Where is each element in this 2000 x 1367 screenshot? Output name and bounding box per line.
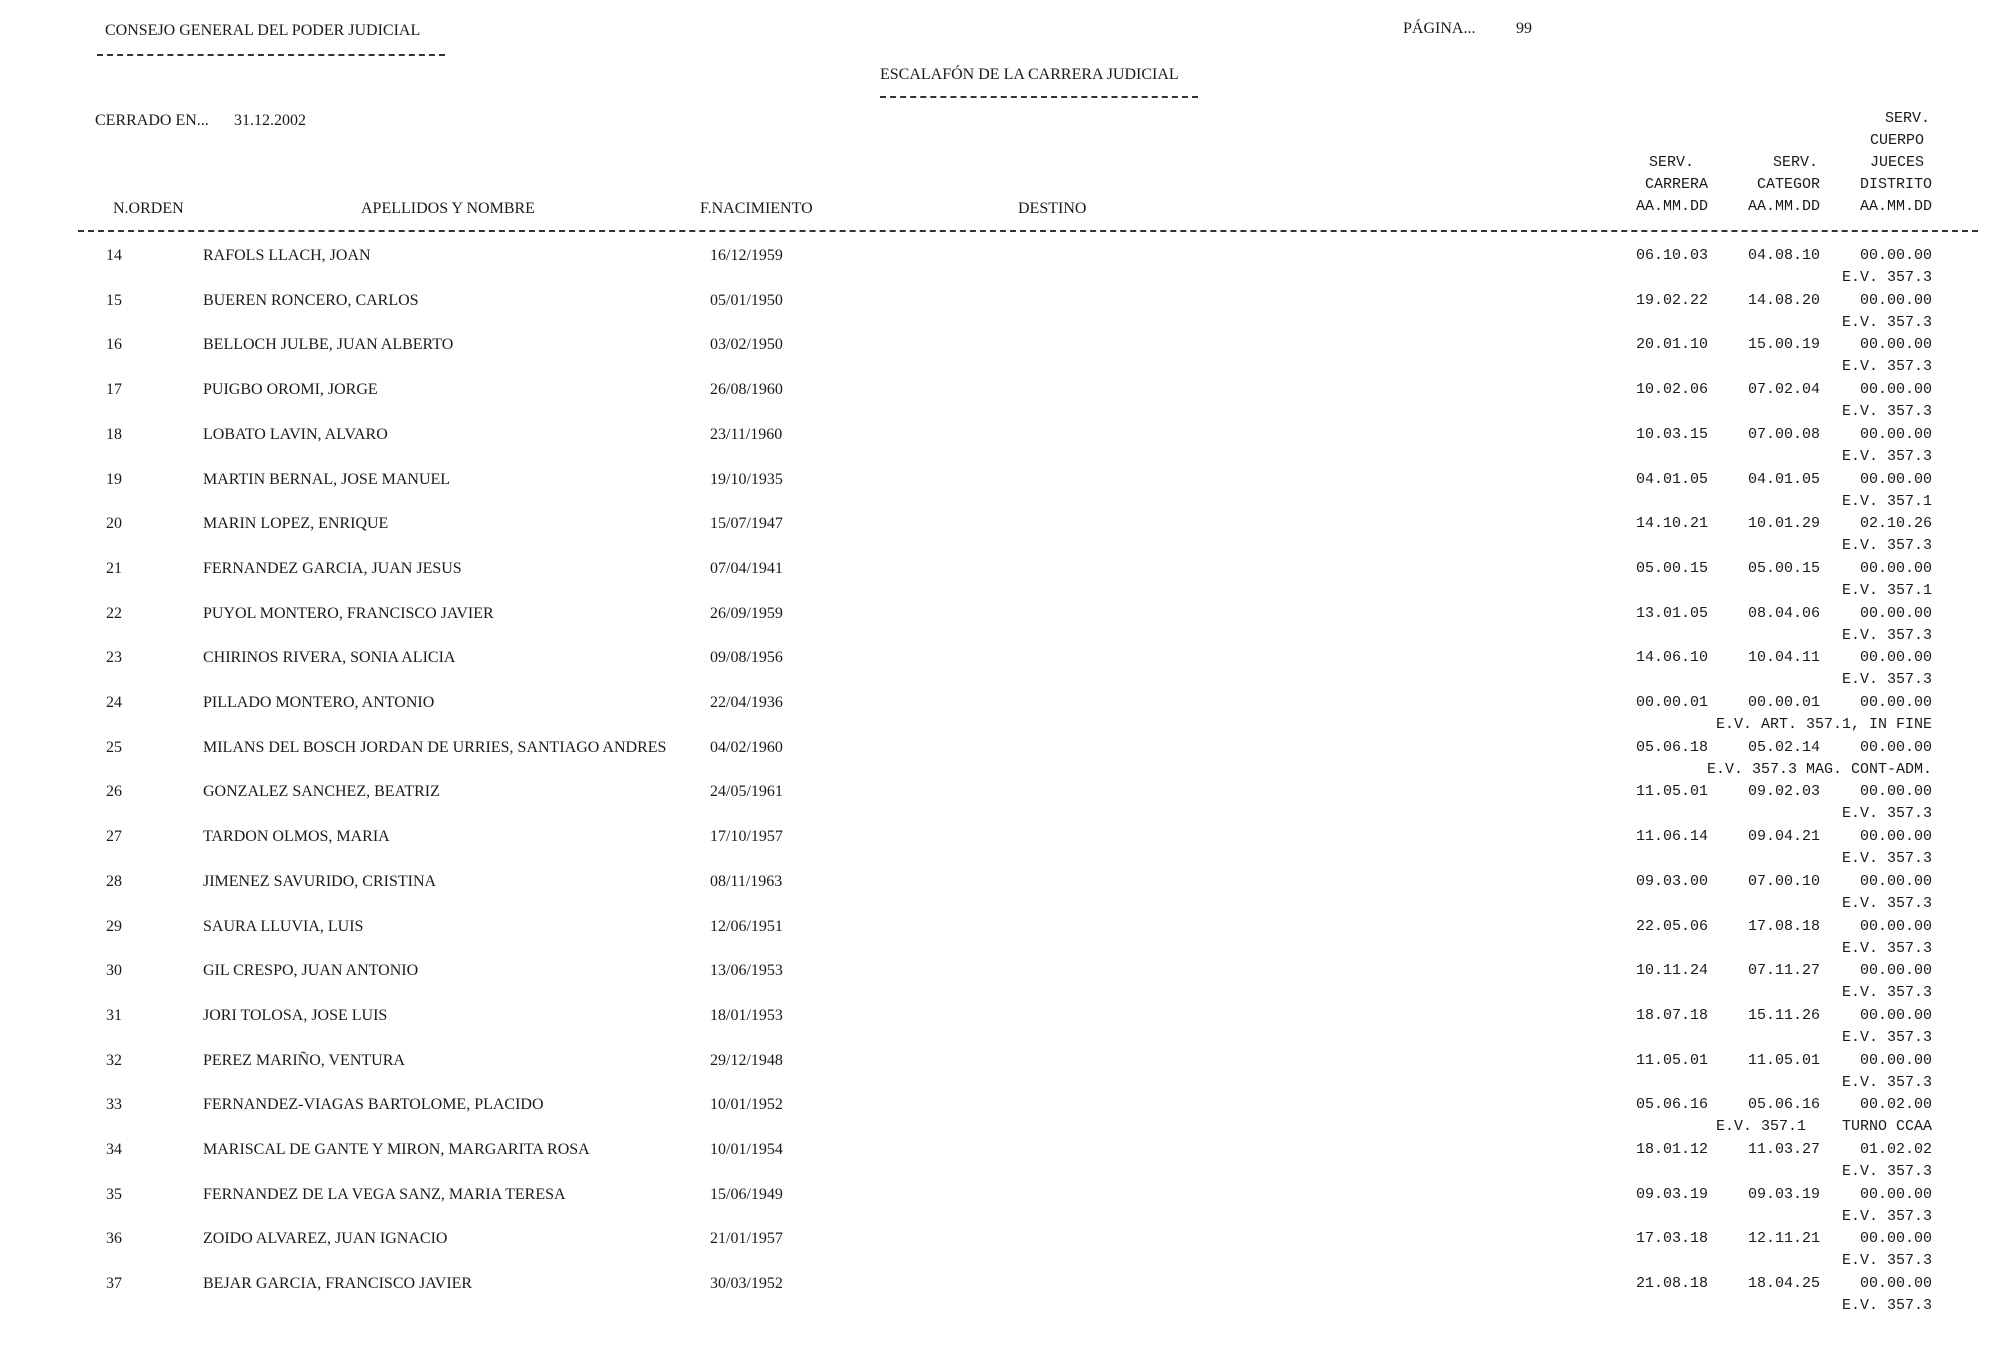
jueces-cell: 00.00.00 [1859, 381, 1932, 399]
page-number: 99 [1516, 20, 1532, 37]
carrera-cell: 19.02.22 [1635, 291, 1708, 309]
orden-cell: 36 [106, 1230, 122, 1248]
nombre-cell: PILLADO MONTERO, ANTONIO [203, 694, 435, 711]
jueces-cell: 00.02.00 [1859, 1096, 1932, 1114]
carrera-cell: 11.06.14 [1635, 828, 1708, 846]
nombre-cell: LOBATO LAVIN, ALVARO [203, 425, 388, 443]
nombre-cell: TARDON OLMOS, MARIA [203, 828, 390, 846]
carrera-cell: 06.10.03 [1635, 247, 1708, 264]
report-title: ESCALAFÓN DE LA CARRERA JUDICIAL [880, 66, 1179, 83]
nombre-cell: MILANS DEL BOSCH JORDAN DE URRIES, SANTIAGO ANDRES [203, 738, 667, 756]
column-header-carrera-2: CARRERA [1644, 176, 1708, 193]
closed-label: CERRADO EN... [95, 112, 209, 129]
nombre-cell: BEJAR GARCIA, FRANCISCO JAVIER [203, 1275, 473, 1293]
carrera-cell: 20.01.10 [1635, 336, 1708, 354]
orden-cell: 35 [106, 1185, 122, 1203]
nacimiento-cell: 08/11/1963 [710, 872, 783, 890]
nota-cell: E.V. 357.1 TURNO CCAA [1715, 1118, 1932, 1136]
nombre-cell: PUIGBO OROMI, JORGE [203, 381, 378, 399]
column-header-categor-1: SERV. [1772, 154, 1818, 171]
jueces-cell: 00.00.00 [1859, 1230, 1932, 1248]
nota-cell: E.V. 357.3 [1841, 626, 1932, 644]
orden-cell: 14 [106, 247, 122, 264]
categor-cell: 09.04.21 [1747, 828, 1820, 846]
organization-underline [97, 54, 445, 56]
nacimiento-cell: 09/08/1956 [710, 649, 783, 667]
orden-cell: 26 [106, 783, 122, 801]
nombre-cell: FERNANDEZ GARCIA, JUAN JESUS [203, 559, 462, 577]
carrera-cell: 22.05.06 [1635, 917, 1708, 935]
nacimiento-cell: 03/02/1950 [710, 336, 783, 354]
carrera-cell: 18.07.18 [1635, 1006, 1708, 1024]
nombre-cell: BELLOCH JULBE, JUAN ALBERTO [203, 336, 454, 354]
nota-cell: E.V. 357.3 [1841, 1028, 1932, 1046]
categor-cell: 04.08.10 [1747, 247, 1820, 264]
categor-cell: 05.02.14 [1747, 738, 1820, 756]
orden-cell: 27 [106, 828, 122, 846]
jueces-cell: 00.00.00 [1859, 872, 1932, 890]
categor-cell: 15.11.26 [1747, 1006, 1820, 1024]
nacimiento-cell: 23/11/1960 [710, 425, 783, 443]
nota-cell: E.V. 357.3 [1841, 269, 1932, 286]
carrera-cell: 14.10.21 [1635, 515, 1708, 533]
column-header-nacimiento: F.NACIMIENTO [700, 200, 813, 217]
nombre-cell: FERNANDEZ DE LA VEGA SANZ, MARIA TERESA [203, 1185, 566, 1203]
nombre-cell: JIMENEZ SAVURIDO, CRISTINA [203, 872, 437, 890]
nota-cell: E.V. 357.3 [1841, 671, 1932, 689]
categor-cell: 11.05.01 [1747, 1051, 1820, 1069]
column-header-categor-2: CATEGOR [1756, 176, 1820, 193]
categor-cell: 09.02.03 [1747, 783, 1820, 801]
jueces-cell: 01.02.02 [1859, 1141, 1932, 1158]
jueces-cell: 00.00.00 [1859, 425, 1932, 443]
nacimiento-cell: 18/01/1953 [710, 1006, 783, 1024]
nota-cell: E.V. 357.3 [1841, 1163, 1932, 1180]
nombre-cell: RAFOLS LLACH, JOAN [203, 247, 371, 264]
carrera-cell: 21.08.18 [1635, 1275, 1708, 1293]
carrera-cell: 13.01.05 [1635, 604, 1708, 622]
page-label: PÁGINA... [1403, 20, 1476, 37]
nacimiento-cell: 10/01/1952 [710, 1096, 783, 1114]
nota-cell: E.V. 357.3 [1841, 894, 1932, 912]
nota-cell: E.V. 357.3 MAG. CONT-ADM. [1706, 760, 1932, 778]
jueces-cell: 00.00.00 [1859, 917, 1932, 935]
nacimiento-cell: 15/06/1949 [710, 1185, 783, 1203]
jueces-cell: 00.00.00 [1859, 962, 1932, 980]
orden-cell: 16 [106, 336, 122, 354]
jueces-cell: 00.00.00 [1859, 738, 1932, 756]
nombre-cell: PEREZ MARIÑO, VENTURA [203, 1051, 405, 1069]
categor-cell: 05.06.16 [1747, 1096, 1820, 1114]
categor-cell: 04.01.05 [1747, 470, 1820, 488]
nombre-cell: PUYOL MONTERO, FRANCISCO JAVIER [203, 604, 494, 622]
jueces-cell: 00.00.00 [1859, 649, 1932, 667]
nota-cell: E.V. 357.3 [1841, 1073, 1932, 1091]
jueces-cell: 00.00.00 [1859, 1006, 1932, 1024]
nombre-cell: JORI TOLOSA, JOSE LUIS [203, 1006, 388, 1024]
categor-cell: 10.04.11 [1747, 649, 1820, 667]
orden-cell: 19 [106, 470, 122, 488]
nota-cell: E.V. 357.3 [1841, 358, 1932, 376]
categor-cell: 18.04.25 [1747, 1275, 1820, 1293]
jueces-cell: 00.00.00 [1859, 247, 1932, 264]
nota-cell: E.V. 357.3 [1841, 939, 1932, 957]
orden-cell: 34 [106, 1141, 122, 1158]
categor-cell: 09.03.19 [1747, 1185, 1820, 1203]
jueces-cell: 00.00.00 [1859, 1275, 1932, 1293]
categor-cell: 00.00.01 [1747, 694, 1820, 711]
column-header-carrera-1: SERV. [1648, 154, 1694, 171]
nacimiento-cell: 10/01/1954 [710, 1141, 783, 1158]
jueces-cell: 00.00.00 [1859, 291, 1932, 309]
nacimiento-cell: 22/04/1936 [710, 694, 783, 711]
categor-cell: 07.11.27 [1747, 962, 1820, 980]
orden-cell: 21 [106, 559, 122, 577]
nacimiento-cell: 13/06/1953 [710, 962, 783, 980]
jueces-cell: 02.10.26 [1859, 515, 1932, 533]
nombre-cell: FERNANDEZ-VIAGAS BARTOLOME, PLACIDO [203, 1096, 544, 1114]
categor-cell: 10.01.29 [1747, 515, 1820, 533]
nota-cell: E.V. 357.3 [1841, 1297, 1932, 1315]
carrera-cell: 09.03.00 [1635, 872, 1708, 890]
nacimiento-cell: 19/10/1935 [710, 470, 783, 488]
nombre-cell: MARISCAL DE GANTE Y MIRON, MARGARITA ROSA [203, 1141, 590, 1158]
orden-cell: 30 [106, 962, 122, 980]
categor-cell: 07.00.08 [1747, 425, 1820, 443]
carrera-cell: 17.03.18 [1635, 1230, 1708, 1248]
jueces-cell: 00.00.00 [1859, 1051, 1932, 1069]
nota-cell: E.V. 357.3 [1841, 447, 1932, 465]
nombre-cell: MARIN LOPEZ, ENRIQUE [203, 515, 389, 533]
categor-cell: 11.03.27 [1747, 1141, 1820, 1158]
nacimiento-cell: 29/12/1948 [710, 1051, 783, 1069]
orden-cell: 31 [106, 1006, 122, 1024]
carrera-cell: 10.02.06 [1635, 381, 1708, 399]
nombre-cell: GIL CRESPO, JUAN ANTONIO [203, 962, 419, 980]
column-header-jueces-3: JUECES [1869, 154, 1924, 171]
column-header-orden: N.ORDEN [113, 200, 184, 217]
header-separator [78, 230, 1978, 232]
column-header-jueces-1: SERV. [1884, 110, 1930, 127]
carrera-cell: 04.01.05 [1635, 470, 1708, 488]
jueces-cell: 00.00.00 [1859, 783, 1932, 801]
nota-cell: E.V. ART. 357.1, IN FINE [1715, 716, 1932, 733]
carrera-cell: 10.03.15 [1635, 425, 1708, 443]
nota-cell: E.V. 357.3 [1841, 984, 1932, 1002]
nota-cell: E.V. 357.3 [1841, 1252, 1932, 1270]
orden-cell: 24 [106, 694, 122, 711]
categor-cell: 15.00.19 [1747, 336, 1820, 354]
nota-cell: E.V. 357.3 [1841, 313, 1932, 331]
orden-cell: 15 [106, 291, 122, 309]
jueces-cell: 00.00.00 [1859, 1185, 1932, 1203]
categor-cell: 05.00.15 [1747, 559, 1820, 577]
carrera-cell: 09.03.19 [1635, 1185, 1708, 1203]
nacimiento-cell: 07/04/1941 [710, 559, 783, 577]
orden-cell: 22 [106, 604, 122, 622]
report-title-underline [880, 96, 1198, 98]
jueces-cell: 00.00.00 [1859, 336, 1932, 354]
orden-cell: 28 [106, 872, 122, 890]
categor-cell: 14.08.20 [1747, 291, 1820, 309]
carrera-cell: 05.06.16 [1635, 1096, 1708, 1114]
carrera-cell: 10.11.24 [1635, 962, 1708, 980]
categor-cell: 07.02.04 [1747, 381, 1820, 399]
orden-cell: 33 [106, 1096, 122, 1114]
nacimiento-cell: 26/09/1959 [710, 604, 783, 622]
column-header-categor-3: AA.MM.DD [1747, 198, 1820, 215]
categor-cell: 07.00.10 [1747, 872, 1820, 890]
nombre-cell: GONZALEZ SANCHEZ, BEATRIZ [203, 783, 440, 801]
orden-cell: 17 [106, 381, 122, 399]
nombre-cell: SAURA LLUVIA, LUIS [203, 917, 364, 935]
organization-title: CONSEJO GENERAL DEL PODER JUDICIAL [105, 22, 421, 39]
column-header-nombre: APELLIDOS Y NOMBRE [361, 200, 535, 217]
carrera-cell: 11.05.01 [1635, 1051, 1708, 1069]
jueces-cell: 00.00.00 [1859, 470, 1932, 488]
carrera-cell: 18.01.12 [1635, 1141, 1708, 1158]
carrera-cell: 05.06.18 [1635, 738, 1708, 756]
nacimiento-cell: 30/03/1952 [710, 1275, 783, 1293]
nombre-cell: BUEREN RONCERO, CARLOS [203, 291, 419, 309]
orden-cell: 20 [106, 515, 122, 533]
orden-cell: 23 [106, 649, 122, 667]
jueces-cell: 00.00.00 [1859, 828, 1932, 846]
nota-cell: E.V. 357.3 [1841, 537, 1932, 555]
nota-cell: E.V. 357.3 [1841, 1207, 1932, 1225]
jueces-cell: 00.00.00 [1859, 559, 1932, 577]
orden-cell: 25 [106, 738, 122, 756]
column-header-destino: DESTINO [1018, 200, 1087, 217]
carrera-cell: 14.06.10 [1635, 649, 1708, 667]
closed-date: 31.12.2002 [234, 112, 306, 129]
nacimiento-cell: 24/05/1961 [710, 783, 783, 801]
nombre-cell: MARTIN BERNAL, JOSE MANUEL [203, 470, 451, 488]
nacimiento-cell: 17/10/1957 [710, 828, 783, 846]
nacimiento-cell: 12/06/1951 [710, 917, 783, 935]
carrera-cell: 05.00.15 [1635, 559, 1708, 577]
nota-cell: E.V. 357.3 [1841, 403, 1932, 421]
orden-cell: 29 [106, 917, 122, 935]
column-header-jueces-4: DISTRITO [1859, 176, 1932, 193]
nota-cell: E.V. 357.1 [1841, 492, 1932, 510]
carrera-cell: 00.00.01 [1635, 694, 1708, 711]
nacimiento-cell: 05/01/1950 [710, 291, 783, 309]
categor-cell: 08.04.06 [1747, 604, 1820, 622]
orden-cell: 37 [106, 1275, 122, 1293]
orden-cell: 18 [106, 425, 122, 443]
nombre-cell: ZOIDO ALVAREZ, JUAN IGNACIO [203, 1230, 448, 1248]
nacimiento-cell: 26/08/1960 [710, 381, 783, 399]
column-header-carrera-3: AA.MM.DD [1635, 198, 1708, 215]
jueces-cell: 00.00.00 [1859, 604, 1932, 622]
categor-cell: 17.08.18 [1747, 917, 1820, 935]
nombre-cell: CHIRINOS RIVERA, SONIA ALICIA [203, 649, 456, 667]
categor-cell: 12.11.21 [1747, 1230, 1820, 1248]
orden-cell: 32 [106, 1051, 122, 1069]
column-header-jueces-2: CUERPO [1869, 132, 1924, 149]
nacimiento-cell: 15/07/1947 [710, 515, 783, 533]
nacimiento-cell: 04/02/1960 [710, 738, 783, 756]
nacimiento-cell: 21/01/1957 [710, 1230, 783, 1248]
nota-cell: E.V. 357.3 [1841, 850, 1932, 868]
column-header-jueces-5: AA.MM.DD [1859, 198, 1932, 215]
jueces-cell: 00.00.00 [1859, 694, 1932, 711]
nota-cell: E.V. 357.3 [1841, 805, 1932, 823]
nacimiento-cell: 16/12/1959 [710, 247, 783, 264]
carrera-cell: 11.05.01 [1635, 783, 1708, 801]
nota-cell: E.V. 357.1 [1841, 581, 1932, 599]
